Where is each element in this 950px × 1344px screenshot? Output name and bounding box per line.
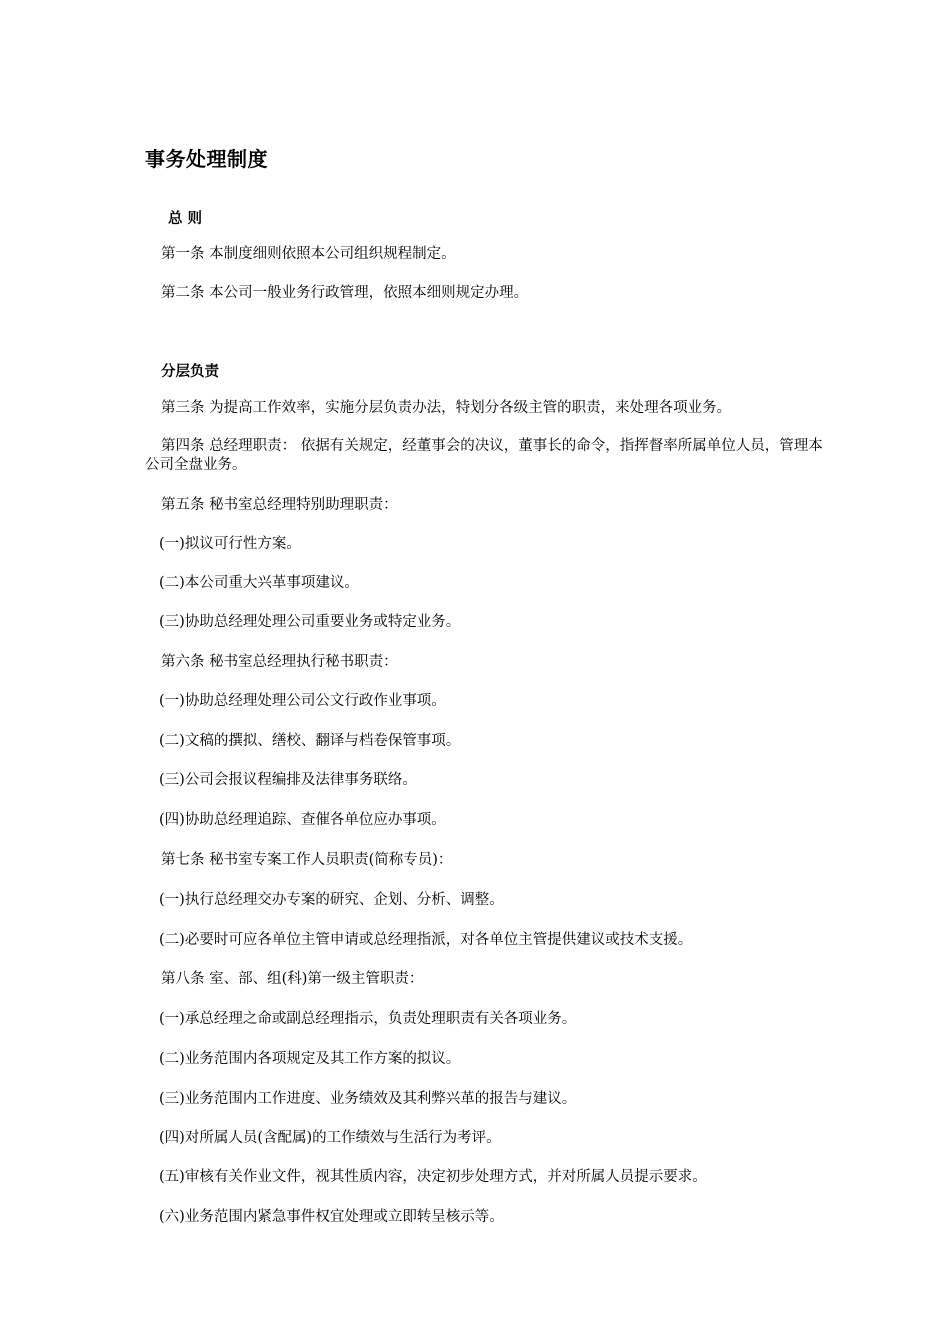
article-6-item-1: (一)协助总经理处理公司公文行政作业事项。 (159, 693, 446, 709)
article-1: 第一条 本制度细则依照本公司组织规程制定。 (161, 246, 456, 262)
article-5-item-1: (一)拟议可行性方案。 (159, 536, 301, 552)
article-2: 第二条 本公司一般业务行政管理，依照本细则规定办理。 (161, 285, 529, 301)
article-8-item-3: (三)业务范围内工作进度、业务绩效及其利弊兴革的报告与建议。 (159, 1091, 577, 1107)
article-5-item-2: (二)本公司重大兴革事项建议。 (159, 575, 359, 591)
article-6: 第六条 秘书室总经理执行秘书职责： (161, 654, 398, 670)
article-7-item-1: (一)执行总经理交办专案的研究、企划、分析、调整。 (159, 892, 504, 908)
article-3: 第三条 为提高工作效率，实施分层负责办法，特划分各级主管的职责，来处理各项业务。 (161, 400, 732, 416)
article-6-item-4: (四)协助总经理追踪、查催各单位应办事项。 (159, 812, 446, 828)
article-4: 第四条 总经理职责： 依据有关规定，经董事会的决议，董事长的命令，指挥督率所属单位人员，管理本公司全盘业务。 (145, 438, 823, 473)
section-heading-responsibility: 分层负责 (161, 364, 219, 380)
article-8-item-5: (五)审核有关作业文件，视其性质内容，决定初步处理方式，并对所属人员提示要求。 (159, 1169, 707, 1185)
article-8-item-4: (四)对所属人员(含配属)的工作绩效与生活行为考评。 (159, 1130, 501, 1146)
article-6-item-2: (二)文稿的撰拟、缮校、翻译与档卷保管事项。 (159, 733, 461, 749)
document-title: 事务处理制度 (145, 147, 268, 171)
article-8-item-1: (一)承总经理之命或副总经理指示，负责处理职责有关各项业务。 (159, 1011, 577, 1027)
article-8-item-6: (六)业务范围内紧急事件权宜处理或立即转呈核示等。 (159, 1209, 504, 1225)
article-5: 第五条 秘书室总经理特别助理职责： (161, 497, 398, 513)
article-7: 第七条 秘书室专案工作人员职责(简称专员)： (161, 852, 453, 868)
article-5-item-3: (三)协助总经理处理公司重要业务或特定业务。 (159, 614, 461, 630)
article-6-item-3: (三)公司会报议程编排及法律事务联络。 (159, 772, 417, 788)
article-8: 第八条 室、部、组(科)第一级主管职责： (161, 971, 424, 987)
section-heading-general: 总 则 (168, 211, 203, 227)
article-7-item-2: (二)必要时可应各单位主管申请或总经理指派，对各单位主管提供建议或技术支援。 (159, 932, 693, 948)
article-8-item-2: (二)业务范围内各项规定及其工作方案的拟议。 (159, 1051, 461, 1067)
